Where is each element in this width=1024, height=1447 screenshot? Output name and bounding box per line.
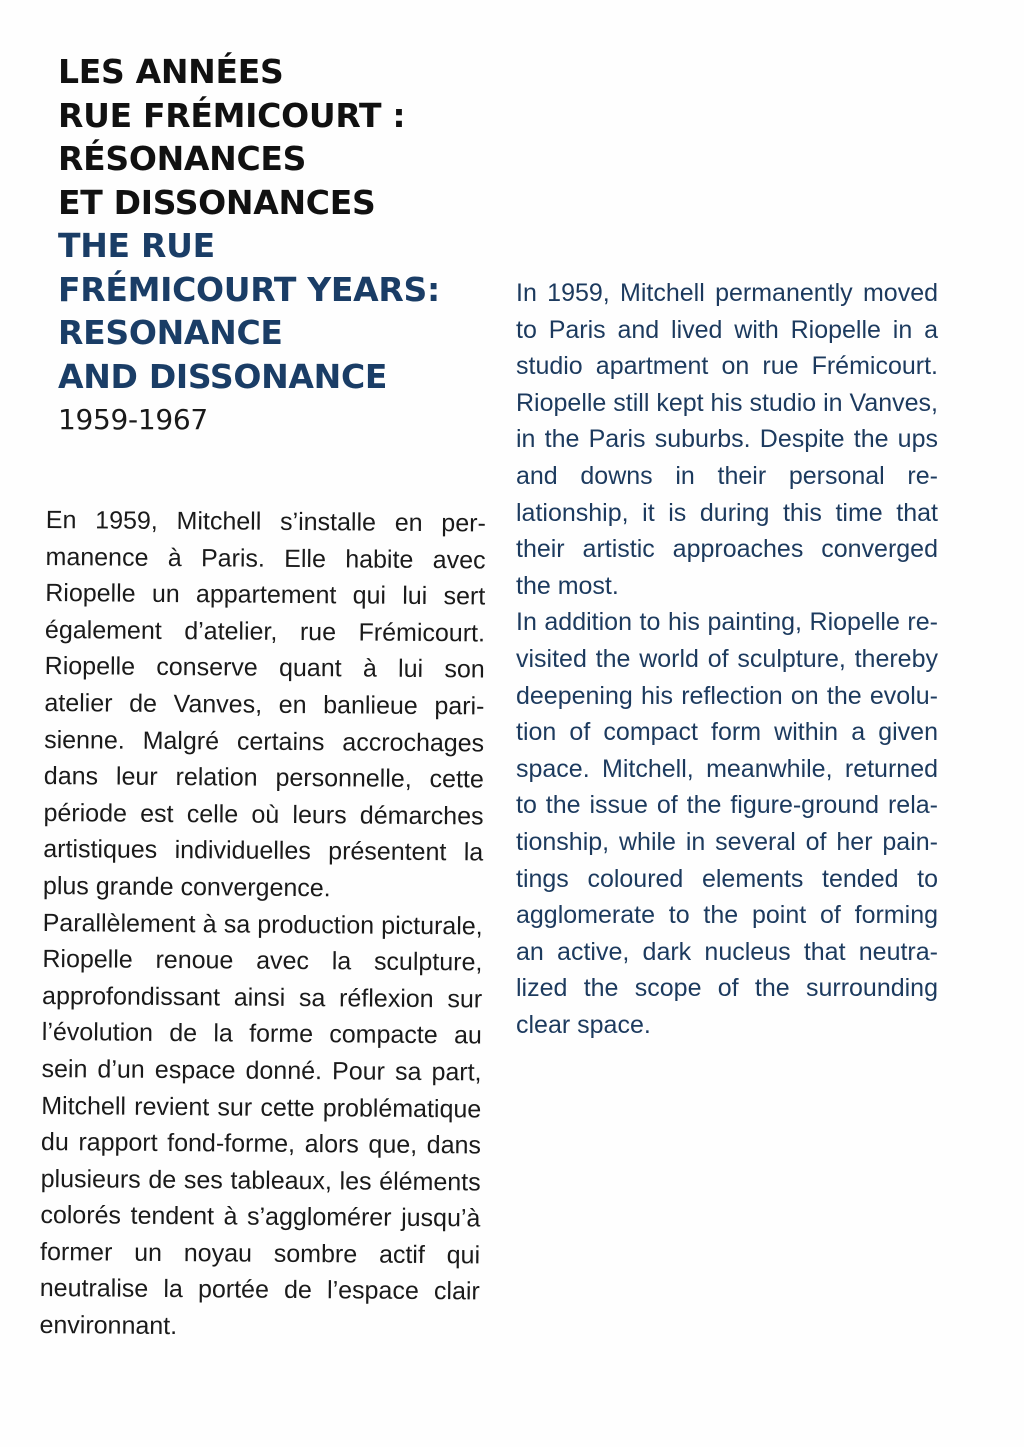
french-title-line: LES ANNÉES: [58, 52, 284, 91]
english-title-line: RESONANCE: [58, 313, 283, 352]
french-title-line: RUE FRÉMICOURT :: [58, 95, 406, 135]
french-text-column: [39, 502, 486, 1347]
date-range: 1959-1967: [58, 403, 208, 436]
french-title-line: RÉSONANCES: [58, 139, 307, 178]
english-title-line: FRÉMICOURT YEARS:: [58, 269, 440, 309]
english-title-line: AND DISSONANCE: [58, 356, 388, 396]
english-text-column: [516, 275, 938, 1043]
section-heading: [58, 50, 478, 440]
french-paragraph: Parallèlement à sa production picturale, Riopelle renoue avec la sculpture, approfondissant ainsi sa réflexion sur l’évolution de la forme compacte au sein d’un espace donné. Pour sa part, Mitchell revient sur cette problématique du rapport fond-forme, alors que, dans plusieurs de ses tableaux, les éléments colorés tendent à s’agglomérer jusqu’à former un noyau sombre actif qui neutralise la portée de l’espace clair environnant.: [39, 908, 483, 1341]
english-title-line: THE RUE: [58, 226, 215, 265]
french-title-line: ET DISSONANCES: [58, 182, 376, 222]
french-paragraph: En 1959, Mitchell s’installe en permanence à Paris. Elle habite avec Riopelle un appartement qui lui sert également d’atelier, rue Frémicourt. Riopelle conserve quant à lui son atelier de Vanves, en banlieue parisienne. Malgré certains accrochages dans leur relation personnelle, cette période est celle où leurs démarches artistiques individuelles présentent la plus grande convergence.: [42, 505, 486, 903]
english-paragraph: In addition to his painting, Riopelle revisited the world of sculpture, thereby deepening his reflection on the evolution of compact form within a given space. Mitchell, meanwhile, returned to the issue of the figure-ground relationship, while in several of her paintings coloured elements tended to agglomerate to the point of forming an active, dark nucleus that neutralized the scope of the surrounding clear space.: [516, 608, 938, 1039]
english-paragraph: In 1959, Mitchell permanently moved to Paris and lived with Riopelle in a studio apartment on rue Frémicourt. Riopelle still kept his studio in Vanves, in the Paris suburbs. Despite the ups and downs in their personal relationship, it is during this time that their artistic approaches converged the most.: [516, 279, 938, 600]
